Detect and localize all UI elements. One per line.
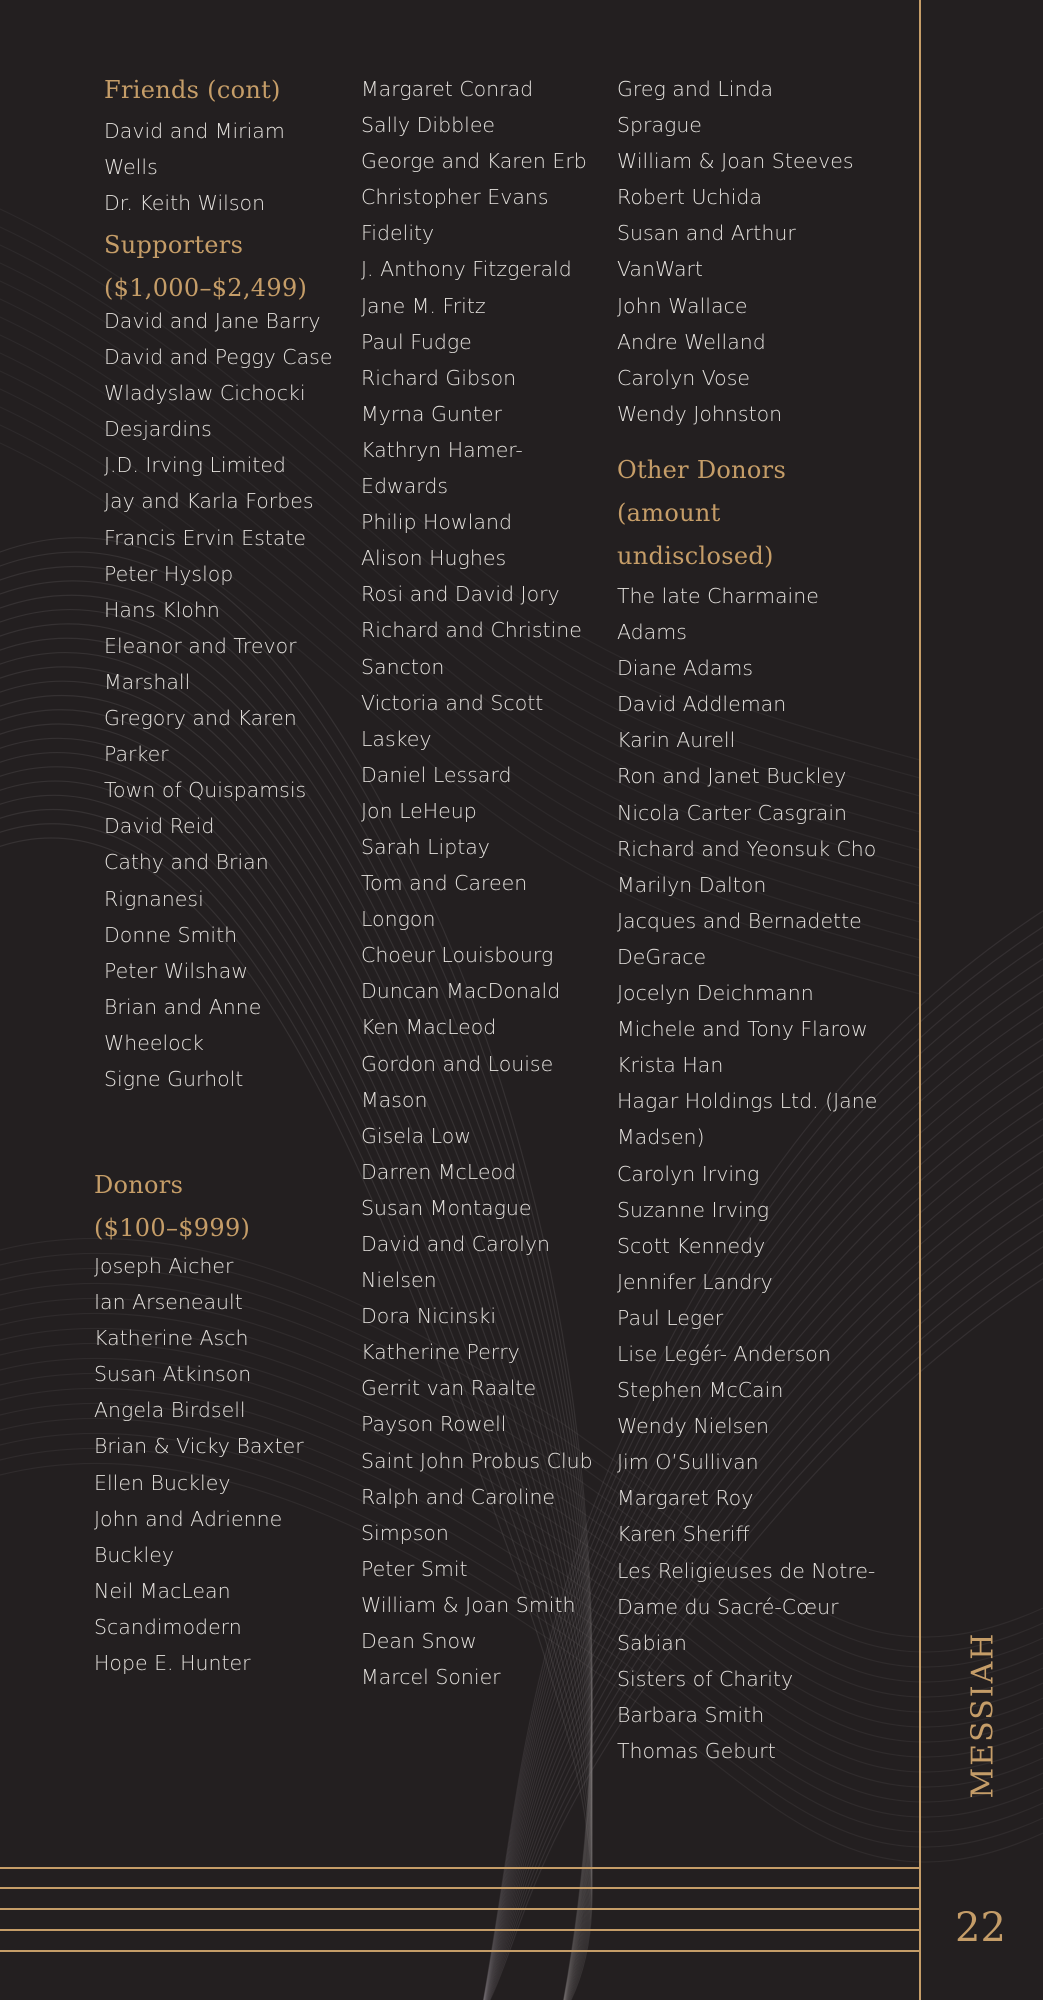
donor-name: Dean Snow [361,1629,477,1654]
heading-line: Friends (cont) [104,76,281,104]
donor-name: VanWart [617,257,703,282]
donor-name: David and Peggy Case [104,345,333,370]
donor-name: Richard and Yeonsuk Cho [617,836,877,861]
donor-name: Francis Ervin Estate [104,525,307,550]
donor-name: Hans Klohn [104,597,220,622]
donor-name: Karen Sheriff [617,1522,750,1547]
heading-other-donors [617,449,786,578]
donor-name: David and Jane Barry [104,309,321,333]
donor-name: John Wallace [617,293,748,318]
donor-name: Marshall [104,669,191,694]
heading-line: Supporters [104,231,244,259]
donor-name: Jocelyn Deichmann [617,981,814,1006]
donor-name: Diane Adams [617,656,754,681]
donor-name: Desjardins [104,417,212,442]
donor-name: Scandimodern [94,1614,242,1639]
donor-name: Choeur Louisbourg [361,943,554,968]
donor-name: Ron and Janet Buckley [617,764,847,789]
donor-name: Richard and Christine [361,618,582,643]
donor-name: Angela Birdsell [94,1398,246,1423]
donor-name: Dora Nicinski [361,1304,497,1329]
horizontal-gold-rule [0,1908,920,1910]
donor-name: Joseph Aicher [94,1254,234,1278]
list-donors-continued-2 [617,71,854,432]
heading-line: Other Donors [617,456,787,484]
sidebar-title: MESSIAH [965,1631,1001,1799]
donor-name: Wendy Johnston [617,401,783,426]
donor-name: Michele and Tony Flarow [617,1017,868,1042]
donor-name: Marilyn Dalton [617,872,767,897]
horizontal-gold-rule [0,1950,920,1952]
donor-name: Sally Dibblee [361,113,496,138]
donor-name: DeGrace [617,944,707,969]
donor-name: Parker [104,742,169,767]
heading-supporters [104,224,307,310]
donor-name: Brian & Vicky Baxter [94,1434,304,1459]
donor-name: William & Joan Smith [361,1592,576,1617]
donor-name: Jon LeHeup [361,798,477,823]
donor-name: Saint John Probus Club [361,1448,593,1473]
donor-name: Peter Hyslop [104,561,234,586]
donor-name: Wladyslaw Cichocki [104,381,306,406]
donor-name: Susan and Arthur [617,221,796,246]
donor-name: Ellen Buckley [94,1470,231,1495]
donor-name: Cathy and Brian [104,850,269,875]
list-donors-continued [361,71,593,1695]
heading-donors [94,1164,250,1250]
horizontal-gold-rule [0,1867,920,1869]
donor-name: Sarah Liptay [361,834,490,859]
donor-name: Laskey [361,726,432,751]
heading-line: (amount [617,499,721,527]
horizontal-gold-rule [0,1929,920,1931]
donor-name: Ken MacLeod [361,1015,497,1040]
donor-name: Wheelock [104,1030,204,1055]
donor-name: William & Joan Steeves [617,149,854,174]
donor-name: Fidelity [361,221,435,246]
donor-name: Barbara Smith [617,1702,765,1727]
donor-name: Gregory and Karen [104,706,297,731]
donor-name: Dame du Sacré-Cœur [617,1594,839,1619]
donor-name: Karin Aurell [617,728,736,753]
heading-line: undisclosed) [617,542,774,570]
donor-name: Madsen) [617,1125,705,1150]
donor-name: Les Religieuses de Notre- [617,1558,876,1583]
donor-name: Stephen McCain [617,1378,784,1403]
donor-name: Ian Arseneault [94,1290,243,1315]
heading-line: ($100–$999) [94,1214,251,1242]
donor-name: David and Carolyn [361,1232,551,1256]
donor-name: Susan Atkinson [94,1362,252,1387]
list-other-donors [617,578,877,1769]
donor-name: Tom and Careen [361,871,528,896]
donor-name: Scott Kennedy [617,1233,766,1258]
donor-name: Gerrit van Raalte [361,1376,537,1401]
donor-name: Daniel Lessard [361,762,512,787]
donor-name: J.D. Irving Limited [104,453,286,478]
donor-name: Sprague [617,113,702,138]
donor-name: Longon [361,907,436,932]
donor-name: Katherine Perry [361,1340,520,1365]
donor-name: Margaret Roy [617,1486,754,1511]
donor-name: Marcel Sonier [361,1665,501,1690]
donor-name: Robert Uchida [617,185,763,210]
donor-name: Krista Han [617,1053,724,1078]
donor-name: Neil MacLean [94,1578,231,1603]
donor-name: Jennifer Landry [617,1269,773,1294]
list-friends-cont [104,113,285,221]
donor-name: Richard Gibson [361,365,517,390]
donor-name: David and Miriam [104,119,285,143]
heading-friends-cont [104,76,281,104]
donor-name: Donne Smith [104,922,238,947]
donor-name: Myrna Gunter [361,401,502,426]
donor-name: Hope E. Hunter [94,1651,251,1676]
donor-name: Carolyn Irving [617,1161,760,1186]
donor-name: Sancton [361,654,445,679]
donor-name: Nicola Carter Casgrain [617,800,848,825]
donor-name: Ralph and Caroline [361,1484,556,1509]
donor-name: Paul Leger [617,1305,724,1330]
page-number: 22 [955,1905,1006,1951]
donor-name: Rosi and David Jory [361,582,560,607]
donor-name: Peter Smit [361,1556,468,1581]
donor-name: Payson Rowell [361,1412,507,1437]
donor-name: Hagar Holdings Ltd. (Jane [617,1089,878,1114]
donor-name: Brian and Anne [104,994,262,1019]
donor-name: Peter Wilshaw [104,958,249,983]
donor-name: Adams [617,620,687,645]
donor-name: Rignanesi [104,886,204,911]
list-supporters [104,303,332,1097]
donor-name: Margaret Conrad [361,77,534,101]
donor-name: Greg and Linda [617,77,774,101]
donor-name: Darren McLeod [361,1159,517,1184]
donor-name: Gisela Low [361,1123,472,1148]
donor-name: Wells [104,155,158,180]
donor-name: Mason [361,1087,428,1112]
heading-line: ($1,000–$2,499) [104,274,308,302]
donor-name: Signe Gurholt [104,1066,244,1091]
donor-name: Andre Welland [617,329,766,354]
vertical-gold-rule [919,0,921,2000]
donor-name: Suzanne Irving [617,1197,770,1222]
donor-name: J. Anthony Fitzgerald [361,257,572,282]
horizontal-gold-rule [0,1887,920,1889]
donor-name: George and Karen Erb [361,149,587,174]
donor-name: Jane M. Fritz [361,293,486,318]
donor-name: Carolyn Vose [617,365,750,390]
donor-name: Christopher Evans [361,185,549,210]
donor-name: Buckley [94,1542,174,1567]
donor-name: Duncan MacDonald [361,979,561,1004]
donor-name: Jacques and Bernadette [617,908,862,933]
donor-name: Jim O’Sullivan [617,1450,759,1475]
donor-name: Dr. Keith Wilson [104,191,266,216]
donor-name: Alison Hughes [361,546,507,571]
donor-name: The late Charmaine [617,584,819,608]
donor-name: Edwards [361,474,449,499]
donor-name: Victoria and Scott [361,690,544,715]
donor-name: Eleanor and Trevor [104,633,297,658]
list-donors [94,1248,304,1681]
donor-name: Simpson [361,1520,449,1545]
donor-name: Thomas Geburt [617,1739,776,1763]
donor-name: Jay and Karla Forbes [104,489,314,514]
donor-name: John and Adrienne [94,1506,283,1531]
donor-name: Lise Legér- Anderson [617,1341,831,1366]
donor-name: Philip Howland [361,510,512,535]
donor-name: Susan Montague [361,1195,532,1220]
donor-name: David Reid [104,814,215,839]
heading-line: Donors [94,1171,184,1199]
donor-name: Nielsen [361,1268,437,1293]
donor-name: Sabian [617,1630,687,1655]
donor-name: Gordon and Louise [361,1051,554,1076]
donor-name: Wendy Nielsen [617,1414,769,1439]
donor-name: Paul Fudge [361,329,472,354]
donor-name: Town of Quispamsis [104,778,307,803]
donor-name: Sisters of Charity [617,1666,794,1691]
donor-name: Kathryn Hamer- [361,437,523,462]
donor-name: David Addleman [617,692,787,717]
donor-name: Katherine Asch [94,1326,249,1351]
